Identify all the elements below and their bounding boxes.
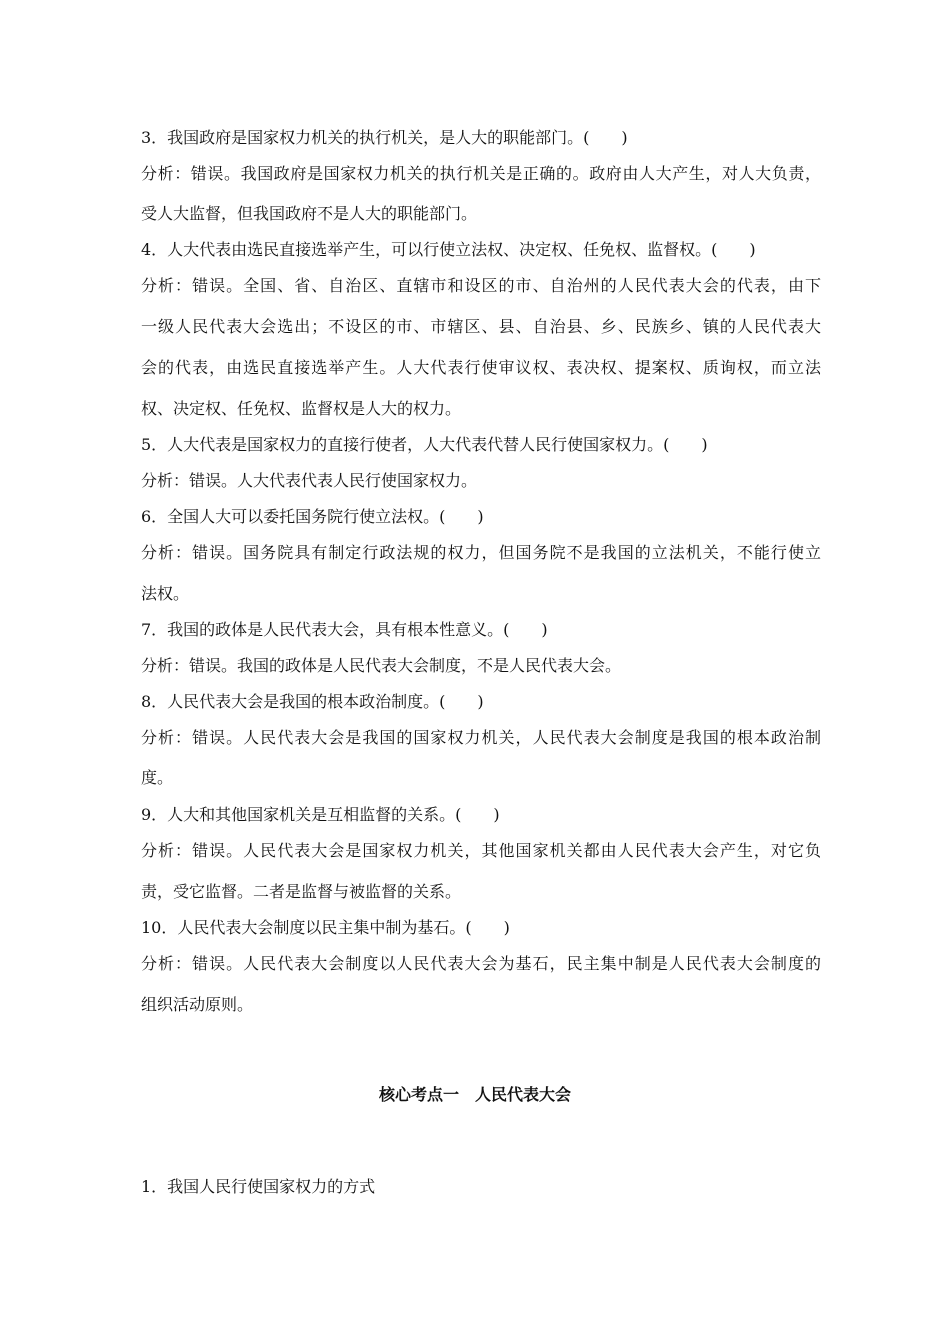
- section-heading: 核心考点一 人民代表大会: [378, 1085, 571, 1104]
- analysis-9-line-1: 分析：错误。人民代表大会是国家权力机关，其他国家机关都由人民代表大会产生，对它负: [141, 841, 821, 860]
- analysis-5-line-1: 分析：错误。人大代表代表人民行使国家权力。: [141, 471, 478, 490]
- analysis-8-line-1: 分析：错误。人民代表大会是我国的国家权力机关，人民代表大会制度是我国的根本政治制: [141, 728, 821, 747]
- analysis-4-line-3: 会的代表，由选民直接选举产生。人大代表行使审议权、表决权、提案权、质询权，而立法: [141, 358, 821, 377]
- question-9: 9．人大和其他国家机关是互相监督的关系。( ): [141, 805, 500, 824]
- question-6: 6．全国人大可以委托国务院行使立法权。( ): [141, 507, 484, 526]
- analysis-7-line-1: 分析：错误。我国的政体是人民代表大会制度，不是人民代表大会。: [141, 656, 622, 675]
- analysis-6-line-2: 法权。: [141, 584, 190, 603]
- analysis-10-line-1: 分析：错误。人民代表大会制度以人民代表大会为基石，民主集中制是人民代表大会制度的: [141, 954, 821, 973]
- analysis-4-line-2: 一级人民代表大会选出；不设区的市、市辖区、县、自治县、乡、民族乡、镇的人民代表大: [141, 317, 821, 336]
- question-3: 3．我国政府是国家权力机关的执行机关，是人大的职能部门。( ): [141, 128, 628, 147]
- analysis-6-line-1: 分析：错误。国务院具有制定行政法规的权力，但国务院不是我国的立法机关，不能行使立: [141, 543, 821, 562]
- subheading: 1．我国人民行使国家权力的方式: [141, 1177, 376, 1196]
- analysis-4-line-4: 权、决定权、任免权、监督权是人大的权力。: [141, 399, 462, 418]
- analysis-8-line-2: 度。: [141, 768, 174, 787]
- analysis-9-line-2: 责，受它监督。二者是监督与被监督的关系。: [141, 882, 462, 901]
- analysis-3-line-2: 受人大监督，但我国政府不是人大的职能部门。: [141, 204, 478, 223]
- question-7: 7．我国的政体是人民代表大会，具有根本性意义。( ): [141, 620, 548, 639]
- analysis-4-line-1: 分析：错误。全国、省、自治区、直辖市和设区的市、自治州的人民代表大会的代表，由下: [141, 276, 821, 295]
- question-5: 5．人大代表是国家权力的直接行使者，人大代表代替人民行使国家权力。( ): [141, 435, 708, 454]
- question-4: 4．人大代表由选民直接选举产生，可以行使立法权、决定权、任免权、监督权。( ): [141, 240, 756, 259]
- analysis-3-line-1: 分析：错误。我国政府是国家权力机关的执行机关是正确的。政府由人大产生，对人大负责，: [141, 164, 821, 183]
- question-8: 8．人民代表大会是我国的根本政治制度。( ): [141, 692, 484, 711]
- analysis-10-line-2: 组织活动原则。: [141, 995, 254, 1014]
- question-10: 10．人民代表大会制度以民主集中制为基石。( ): [141, 918, 510, 937]
